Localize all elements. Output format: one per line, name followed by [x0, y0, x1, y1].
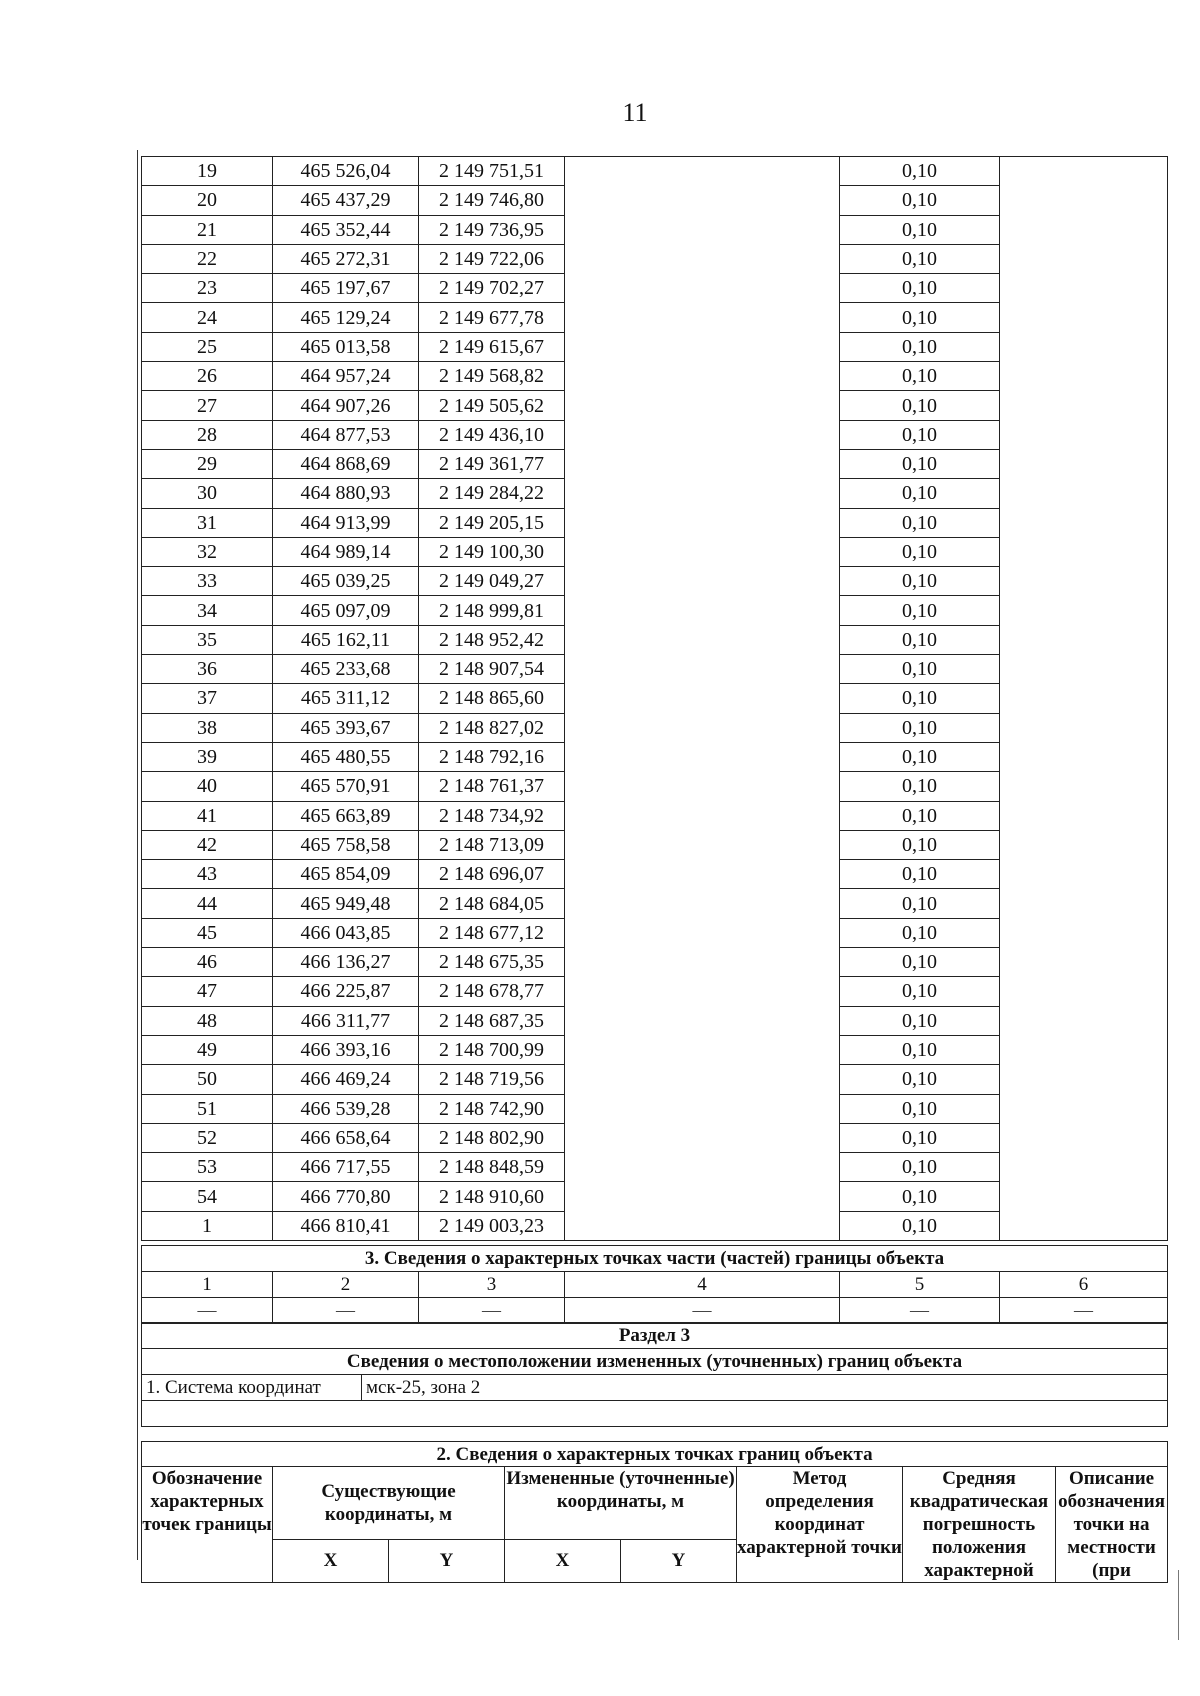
x-coordinate: 465 272,31	[273, 244, 419, 273]
accuracy-value: 0,10	[840, 1211, 1000, 1240]
empty-cell	[1000, 1211, 1168, 1240]
coordinate-row	[142, 977, 1168, 1006]
section-subtitle: Сведения о местоположении измененных (уточненных) границ объекта	[142, 1349, 1168, 1375]
point-number: 36	[142, 655, 273, 684]
accuracy-value: 0,10	[840, 303, 1000, 332]
y-coordinate: 2 148 910,60	[419, 1182, 565, 1211]
empty-cell	[1000, 244, 1168, 273]
coordinate-row	[142, 596, 1168, 625]
part-points-header-row	[142, 1272, 1168, 1298]
part-value-4: —	[565, 1298, 840, 1324]
empty-cell	[565, 567, 840, 596]
existing-x-header: X	[273, 1539, 389, 1583]
empty-cell	[565, 537, 840, 566]
accuracy-value: 0,10	[840, 1006, 1000, 1035]
part-value-1: —	[142, 1298, 273, 1324]
empty-cell	[565, 801, 840, 830]
point-number: 23	[142, 274, 273, 303]
y-coordinate: 2 148 675,35	[419, 948, 565, 977]
y-coordinate: 2 148 865,60	[419, 684, 565, 713]
point-number: 27	[142, 391, 273, 420]
empty-cell	[1000, 889, 1168, 918]
accuracy-value: 0,10	[840, 1182, 1000, 1211]
empty-cell	[565, 479, 840, 508]
empty-cell	[1000, 742, 1168, 771]
empty-cell	[1000, 449, 1168, 478]
x-coordinate: 465 233,68	[273, 655, 419, 684]
empty-cell	[1000, 420, 1168, 449]
accuracy-value: 0,10	[840, 948, 1000, 977]
x-coordinate: 465 758,58	[273, 830, 419, 859]
y-coordinate: 2 149 751,51	[419, 157, 565, 186]
y-coordinate: 2 148 700,99	[419, 1035, 565, 1064]
empty-cell	[1000, 479, 1168, 508]
point-number: 25	[142, 332, 273, 361]
y-coordinate: 2 149 505,62	[419, 391, 565, 420]
empty-cell	[565, 449, 840, 478]
point-number: 31	[142, 508, 273, 537]
point-number: 45	[142, 918, 273, 947]
accuracy-value: 0,10	[840, 1094, 1000, 1123]
part-col-4: 4	[565, 1272, 840, 1298]
y-coordinate: 2 148 802,90	[419, 1123, 565, 1152]
y-coordinate: 2 149 568,82	[419, 362, 565, 391]
x-coordinate: 465 311,12	[273, 684, 419, 713]
point-number: 43	[142, 860, 273, 889]
accuracy-value: 0,10	[840, 567, 1000, 596]
coordinate-row	[142, 157, 1168, 186]
empty-cell	[565, 508, 840, 537]
point-number: 22	[142, 244, 273, 273]
part-value-2: —	[273, 1298, 419, 1324]
accuracy-value: 0,10	[840, 772, 1000, 801]
coordinate-row	[142, 860, 1168, 889]
empty-cell	[1000, 918, 1168, 947]
existing-coords-header: Существующие координаты, м	[273, 1467, 505, 1540]
changed-coords-header: Измененные (уточненные) координаты, м	[505, 1467, 737, 1540]
x-coordinate: 466 311,77	[273, 1006, 419, 1035]
point-number: 21	[142, 215, 273, 244]
empty-cell	[1000, 303, 1168, 332]
accuracy-value: 0,10	[840, 479, 1000, 508]
part-col-1: 1	[142, 1272, 273, 1298]
changed-y-header: Y	[621, 1539, 737, 1583]
point-number: 50	[142, 1065, 273, 1094]
empty-cell	[565, 684, 840, 713]
point-number: 30	[142, 479, 273, 508]
point-number: 52	[142, 1123, 273, 1152]
coordinate-row	[142, 186, 1168, 215]
point-number: 37	[142, 684, 273, 713]
x-coordinate: 465 393,67	[273, 713, 419, 742]
empty-cell	[565, 1065, 840, 1094]
coordinate-row	[142, 1153, 1168, 1182]
coordinate-row	[142, 918, 1168, 947]
coordinate-row	[142, 449, 1168, 478]
accuracy-value: 0,10	[840, 801, 1000, 830]
x-coordinate: 466 717,55	[273, 1153, 419, 1182]
empty-cell	[565, 244, 840, 273]
y-coordinate: 2 148 713,09	[419, 830, 565, 859]
x-coordinate: 465 352,44	[273, 215, 419, 244]
empty-cell	[565, 860, 840, 889]
empty-cell	[565, 332, 840, 361]
point-number: 29	[142, 449, 273, 478]
empty-cell	[565, 303, 840, 332]
y-coordinate: 2 149 722,06	[419, 244, 565, 273]
coordinate-row	[142, 537, 1168, 566]
coordinate-row	[142, 742, 1168, 771]
x-coordinate: 466 658,64	[273, 1123, 419, 1152]
coordinate-row	[142, 1094, 1168, 1123]
empty-cell	[565, 918, 840, 947]
empty-cell	[1000, 684, 1168, 713]
empty-cell	[565, 1035, 840, 1064]
x-coordinate: 464 957,24	[273, 362, 419, 391]
part-col-2: 2	[273, 1272, 419, 1298]
x-coordinate: 466 810,41	[273, 1211, 419, 1240]
y-coordinate: 2 149 702,27	[419, 274, 565, 303]
empty-cell	[1000, 1065, 1168, 1094]
section3-table	[141, 1322, 1168, 1427]
y-coordinate: 2 148 792,16	[419, 742, 565, 771]
empty-cell	[565, 1153, 840, 1182]
existing-y-header: Y	[389, 1539, 505, 1583]
coord-system-value: мск-25, зона 2	[362, 1375, 1168, 1401]
coordinate-row	[142, 332, 1168, 361]
x-coordinate: 465 197,67	[273, 274, 419, 303]
accuracy-value: 0,10	[840, 537, 1000, 566]
coordinate-row	[142, 420, 1168, 449]
accuracy-header: Средняя квадратическая погрешность положения характерной	[903, 1467, 1056, 1583]
accuracy-value: 0,10	[840, 1065, 1000, 1094]
accuracy-value: 0,10	[840, 684, 1000, 713]
y-coordinate: 2 149 736,95	[419, 215, 565, 244]
x-coordinate: 465 526,04	[273, 157, 419, 186]
coordinate-row	[142, 1006, 1168, 1035]
y-coordinate: 2 149 746,80	[419, 186, 565, 215]
description-header: Описание обозначения точки на местности (при	[1056, 1467, 1168, 1583]
empty-cell	[1000, 1123, 1168, 1152]
accuracy-value: 0,10	[840, 391, 1000, 420]
empty-cell	[565, 1006, 840, 1035]
y-coordinate: 2 148 677,12	[419, 918, 565, 947]
coordinate-row	[142, 274, 1168, 303]
y-coordinate: 2 149 436,10	[419, 420, 565, 449]
coordinate-row	[142, 303, 1168, 332]
empty-cell	[565, 1182, 840, 1211]
y-coordinate: 2 148 999,81	[419, 596, 565, 625]
coordinate-row	[142, 508, 1168, 537]
y-coordinate: 2 149 677,78	[419, 303, 565, 332]
y-coordinate: 2 149 100,30	[419, 537, 565, 566]
y-coordinate: 2 148 734,92	[419, 801, 565, 830]
accuracy-value: 0,10	[840, 713, 1000, 742]
x-coordinate: 464 880,93	[273, 479, 419, 508]
empty-cell	[1000, 596, 1168, 625]
empty-cell	[565, 215, 840, 244]
accuracy-value: 0,10	[840, 655, 1000, 684]
x-coordinate: 465 039,25	[273, 567, 419, 596]
x-coordinate: 465 854,09	[273, 860, 419, 889]
coordinate-row	[142, 1182, 1168, 1211]
empty-cell	[565, 362, 840, 391]
empty-cell	[1000, 391, 1168, 420]
x-coordinate: 466 393,16	[273, 1035, 419, 1064]
point-number: 32	[142, 537, 273, 566]
empty-cell	[565, 713, 840, 742]
part-points-value-row	[142, 1298, 1168, 1324]
part-col-6: 6	[1000, 1272, 1168, 1298]
accuracy-value: 0,10	[840, 362, 1000, 391]
empty-cell	[1000, 157, 1168, 186]
y-coordinate: 2 149 205,15	[419, 508, 565, 537]
y-coordinate: 2 148 742,90	[419, 1094, 565, 1123]
coordinate-row	[142, 948, 1168, 977]
y-coordinate: 2 149 003,23	[419, 1211, 565, 1240]
x-coordinate: 464 989,14	[273, 537, 419, 566]
accuracy-value: 0,10	[840, 830, 1000, 859]
empty-cell	[1000, 625, 1168, 654]
accuracy-value: 0,10	[840, 1153, 1000, 1182]
empty-cell	[1000, 977, 1168, 1006]
empty-cell	[1000, 655, 1168, 684]
point-number: 33	[142, 567, 273, 596]
empty-cell	[1000, 537, 1168, 566]
accuracy-value: 0,10	[840, 244, 1000, 273]
accuracy-value: 0,10	[840, 157, 1000, 186]
empty-cell	[565, 625, 840, 654]
coord-system-label: 1. Система координат	[142, 1375, 362, 1401]
empty-cell	[1000, 801, 1168, 830]
accuracy-value: 0,10	[840, 977, 1000, 1006]
empty-cell	[565, 830, 840, 859]
coordinate-row	[142, 567, 1168, 596]
accuracy-value: 0,10	[840, 215, 1000, 244]
boundary-points-header-table	[141, 1441, 1168, 1583]
x-coordinate: 465 013,58	[273, 332, 419, 361]
accuracy-value: 0,10	[840, 625, 1000, 654]
empty-cell	[565, 391, 840, 420]
x-coordinate: 465 162,11	[273, 625, 419, 654]
empty-cell	[565, 596, 840, 625]
x-coordinate: 465 663,89	[273, 801, 419, 830]
coordinate-row	[142, 684, 1168, 713]
x-coordinate: 464 877,53	[273, 420, 419, 449]
accuracy-value: 0,10	[840, 1123, 1000, 1152]
point-number: 49	[142, 1035, 273, 1064]
coordinate-row	[142, 244, 1168, 273]
designation-header: Обозначение характерных точек границы	[142, 1467, 273, 1583]
y-coordinate: 2 148 719,56	[419, 1065, 565, 1094]
empty-cell	[1000, 772, 1168, 801]
accuracy-value: 0,10	[840, 508, 1000, 537]
empty-cell	[1000, 1182, 1168, 1211]
accuracy-value: 0,10	[840, 332, 1000, 361]
empty-cell	[1000, 1035, 1168, 1064]
point-number: 53	[142, 1153, 273, 1182]
coordinate-row	[142, 889, 1168, 918]
empty-cell	[1000, 332, 1168, 361]
y-coordinate: 2 148 848,59	[419, 1153, 565, 1182]
x-coordinate: 465 437,29	[273, 186, 419, 215]
page-number: 11	[622, 98, 648, 127]
changed-x-header: X	[505, 1539, 621, 1583]
y-coordinate: 2 148 687,35	[419, 1006, 565, 1035]
accuracy-value: 0,10	[840, 420, 1000, 449]
accuracy-value: 0,10	[840, 889, 1000, 918]
empty-cell	[565, 1123, 840, 1152]
part-points-table	[141, 1245, 1168, 1324]
part-col-3: 3	[419, 1272, 565, 1298]
x-coordinate: 466 770,80	[273, 1182, 419, 1211]
empty-cell	[565, 889, 840, 918]
point-number: 48	[142, 1006, 273, 1035]
coordinate-row	[142, 1123, 1168, 1152]
y-coordinate: 2 148 684,05	[419, 889, 565, 918]
accuracy-value: 0,10	[840, 1035, 1000, 1064]
boundary-points-caption: 2. Сведения о характерных точках границ объекта	[142, 1442, 1168, 1467]
x-coordinate: 464 907,26	[273, 391, 419, 420]
x-coordinate: 465 097,09	[273, 596, 419, 625]
y-coordinate: 2 148 696,07	[419, 860, 565, 889]
point-number: 51	[142, 1094, 273, 1123]
y-coordinate: 2 148 678,77	[419, 977, 565, 1006]
empty-cell	[565, 977, 840, 1006]
y-coordinate: 2 148 827,02	[419, 713, 565, 742]
accuracy-value: 0,10	[840, 596, 1000, 625]
x-coordinate: 466 225,87	[273, 977, 419, 1006]
y-coordinate: 2 149 284,22	[419, 479, 565, 508]
empty-cell	[565, 655, 840, 684]
x-coordinate: 465 480,55	[273, 742, 419, 771]
empty-row	[142, 1401, 1168, 1427]
point-number: 34	[142, 596, 273, 625]
accuracy-value: 0,10	[840, 860, 1000, 889]
empty-cell	[1000, 362, 1168, 391]
coordinate-row	[142, 625, 1168, 654]
coordinate-row	[142, 215, 1168, 244]
coordinate-row	[142, 1211, 1168, 1240]
point-number: 35	[142, 625, 273, 654]
empty-cell	[1000, 508, 1168, 537]
empty-cell	[565, 948, 840, 977]
empty-cell	[1000, 567, 1168, 596]
y-coordinate: 2 149 049,27	[419, 567, 565, 596]
coordinate-row	[142, 391, 1168, 420]
coordinates-table	[141, 156, 1168, 1241]
empty-cell	[1000, 274, 1168, 303]
accuracy-value: 0,10	[840, 449, 1000, 478]
coordinate-row	[142, 479, 1168, 508]
coordinate-row	[142, 1065, 1168, 1094]
part-points-caption: 3. Сведения о характерных точках части (частей) границы объекта	[142, 1246, 1168, 1272]
point-number: 47	[142, 977, 273, 1006]
y-coordinate: 2 149 361,77	[419, 449, 565, 478]
x-coordinate: 464 868,69	[273, 449, 419, 478]
y-coordinate: 2 148 761,37	[419, 772, 565, 801]
x-coordinate: 466 469,24	[273, 1065, 419, 1094]
empty-cell	[565, 1094, 840, 1123]
empty-cell	[1000, 1094, 1168, 1123]
empty-cell	[1000, 215, 1168, 244]
x-coordinate: 466 043,85	[273, 918, 419, 947]
part-value-5: —	[840, 1298, 1000, 1324]
point-number: 26	[142, 362, 273, 391]
point-number: 1	[142, 1211, 273, 1240]
empty-cell	[565, 742, 840, 771]
empty-cell	[1000, 186, 1168, 215]
empty-cell	[1000, 1153, 1168, 1182]
empty-cell	[565, 274, 840, 303]
coordinate-row	[142, 830, 1168, 859]
coordinate-row	[142, 1035, 1168, 1064]
empty-cell	[565, 1211, 840, 1240]
point-number: 44	[142, 889, 273, 918]
empty-cell	[1000, 1006, 1168, 1035]
x-coordinate: 465 949,48	[273, 889, 419, 918]
point-number: 46	[142, 948, 273, 977]
point-number: 24	[142, 303, 273, 332]
point-number: 40	[142, 772, 273, 801]
accuracy-value: 0,10	[840, 742, 1000, 771]
coordinate-row	[142, 713, 1168, 742]
point-number: 39	[142, 742, 273, 771]
part-col-5: 5	[840, 1272, 1000, 1298]
empty-cell	[565, 772, 840, 801]
left-border-line	[137, 150, 138, 1560]
coordinate-row	[142, 772, 1168, 801]
x-coordinate: 465 129,24	[273, 303, 419, 332]
empty-cell	[1000, 948, 1168, 977]
point-number: 28	[142, 420, 273, 449]
section-title: Раздел 3	[142, 1323, 1168, 1349]
point-number: 41	[142, 801, 273, 830]
x-coordinate: 464 913,99	[273, 508, 419, 537]
point-number: 54	[142, 1182, 273, 1211]
point-number: 19	[142, 157, 273, 186]
part-value-6: —	[1000, 1298, 1168, 1324]
empty-cell	[565, 157, 840, 186]
accuracy-value: 0,10	[840, 274, 1000, 303]
y-coordinate: 2 148 952,42	[419, 625, 565, 654]
right-edge-mark	[1178, 1570, 1179, 1640]
coordinate-row	[142, 801, 1168, 830]
x-coordinate: 466 539,28	[273, 1094, 419, 1123]
point-number: 42	[142, 830, 273, 859]
x-coordinate: 465 570,91	[273, 772, 419, 801]
empty-cell	[565, 420, 840, 449]
point-number: 38	[142, 713, 273, 742]
method-header: Метод определения координат характерной точки	[737, 1467, 903, 1583]
part-value-3: —	[419, 1298, 565, 1324]
empty-cell	[1000, 713, 1168, 742]
coordinate-row	[142, 655, 1168, 684]
empty-cell	[565, 186, 840, 215]
accuracy-value: 0,10	[840, 918, 1000, 947]
x-coordinate: 466 136,27	[273, 948, 419, 977]
y-coordinate: 2 148 907,54	[419, 655, 565, 684]
point-number: 20	[142, 186, 273, 215]
coordinate-row	[142, 362, 1168, 391]
empty-cell	[1000, 860, 1168, 889]
y-coordinate: 2 149 615,67	[419, 332, 565, 361]
accuracy-value: 0,10	[840, 186, 1000, 215]
empty-cell	[1000, 830, 1168, 859]
